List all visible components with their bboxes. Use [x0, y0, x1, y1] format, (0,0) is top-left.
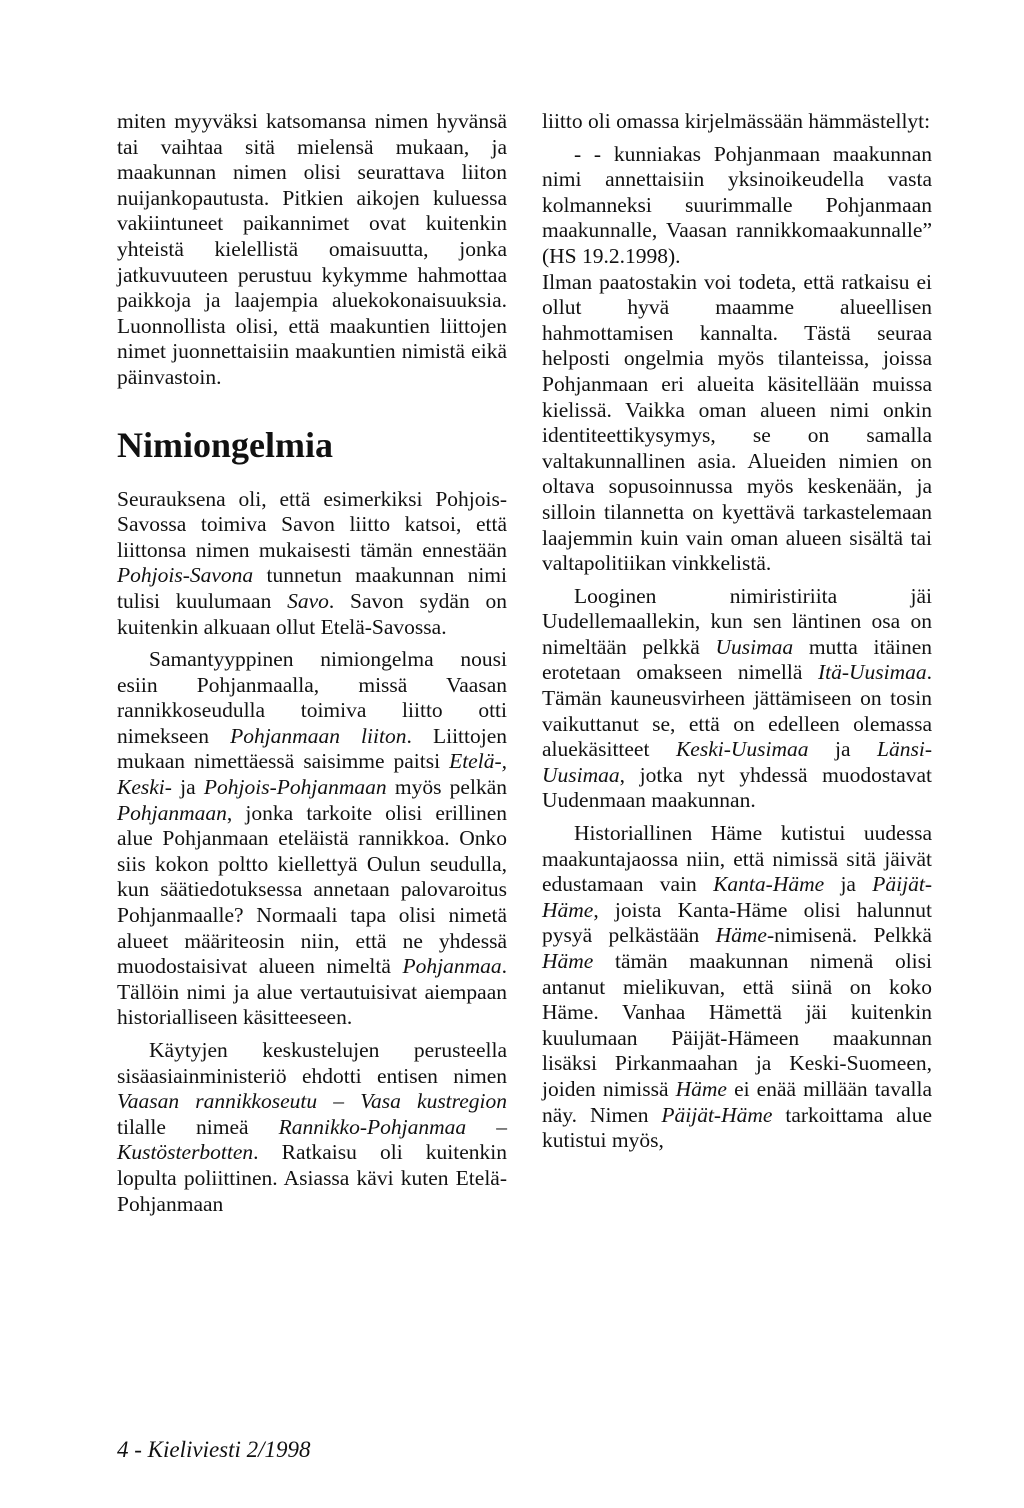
text-run: . Tällöin nimi ja alue vertautuisivat aiempaan historialliseen käsitteeseen. — [117, 954, 507, 1030]
paragraph: liitto oli omassa kirjelmässään hämmästellyt: — [542, 109, 931, 133]
italic-term: Häme — [715, 923, 767, 948]
italic-term: Kanta-Häme — [713, 872, 825, 897]
text-run: , jotka nyt yhdessä muodostavat Uudenmaan maakunnan. — [542, 762, 932, 813]
italic-term: Itä-Uusimaa — [817, 660, 927, 685]
paragraph — [542, 584, 932, 814]
text-run: . Savon sydän on kuitenkin alkuaan ollut Etelä-Savossa. — [117, 588, 507, 639]
section-heading: Nimiongelmia — [117, 424, 333, 465]
left-column — [117, 109, 507, 1217]
text-run: . Ratkaisu oli kuitenkin lopulta poliittinen. Asiassa kävi kuten Etelä-Pohjanmaan — [117, 1140, 507, 1216]
text-run: . Tämän kauneusvirheen jättämiseen on tosin vaikuttanut se, että on edelleen olemassa aluekäsitteet — [542, 660, 932, 762]
paragraph — [117, 1038, 507, 1217]
italic-term: Pohjanmaa — [402, 954, 502, 979]
paragraph: miten myyväksi katsomansa nimen hyvänsä tai vaihtaa sitä mielensä mukaan, ja maakunnan nimen olisi seurattava liiton nuijankopautusta. Pitkien aikojen kuluessa vakiintuneet paikannimet ovat kuitenkin yhteistä kielellistä omaisuutta, jonka jatkuvuuteen perustuu kykymme hahmottaa paikkoja ja laajempia aluekokonaisuuksia. Luonnollista olisi, että maakuntien liittojen nimet juonnettaisiin maakuntien nimistä eikä päinvastoin. — [117, 109, 507, 389]
italic-term: Pohjois-Pohjanmaan — [203, 775, 387, 800]
text-run: myös pelkän — [386, 775, 507, 800]
italic-term: Häme — [675, 1076, 727, 1101]
italic-term: Rannikko-Pohjanmaa – Kustösterbotten — [117, 1114, 507, 1165]
italic-term: Etelä-, Keski- — [117, 749, 507, 800]
text-run: ja — [171, 775, 204, 800]
italic-term: Päijät-Häme — [542, 872, 932, 922]
italic-term: Pohjois-Savona — [117, 563, 254, 588]
italic-term: Länsi-Uusimaa — [542, 737, 932, 787]
text-run: tilalle nimeä — [117, 1114, 279, 1139]
right-column — [542, 109, 932, 1154]
paragraph: Ilman paatostakin voi todeta, että ratkaisu ei ollut hyvä maamme alueellisen hahmottamisen kannalta. Tästä seuraa helposti ongelmia myös tilanteissa, joissa Pohjanmaan eri alueita käsitellään muissa kielissä. Vaikka oman alueen nimi onkin identiteettikysymys, se on samalla valtakunnallinen asia. Alueiden nimien on oltava sopusoinnussa myös keskenään, ja silloin tilannetta on kyettävä tarkastelemaan laajemmin kuin vain oman alueen sisältä tai valtapolitiikan vinkkelistä. — [542, 269, 932, 576]
text-run: ja — [808, 737, 878, 762]
text-run: Historiallinen Häme kutistui uudessa maakuntajaossa niin, että nimissä sitä jäivät edustamaan vain — [542, 821, 932, 897]
italic-term: Pohjanmaan — [117, 800, 227, 825]
paragraph — [117, 487, 507, 641]
text-run: mutta itäinen erotetaan omakseen nimellä — [542, 634, 932, 685]
italic-term: Keski-Uusimaa — [675, 737, 809, 762]
quotation: - - kunniakas Pohjanmaan maakunnan nimi annettaisiin yksinoikeudella vasta kolmanneksi suurimmalle Pohjanmaan maakunnalle, Vaasan rannikkomaakunnalle” (HS 19.2.1998). — [542, 141, 932, 268]
italic-term: Savo — [287, 588, 329, 613]
text-run: Käytyjen keskustelujen perusteella sisäasiainministeriö ehdotti entisen nimen — [117, 1038, 507, 1088]
text-run: ei enää millään tavalla näy. Nimen — [542, 1076, 933, 1127]
italic-term: Päijät-Häme — [661, 1102, 773, 1127]
text-run: Seurauksena oli, että esimerkiksi Pohjois-Savossa toimiva Savon liitto katsoi, että liittonsa nimen mukaisesti tämän ennestään — [117, 486, 507, 562]
text-run: . Liittojen mukaan nimettäessä saisimme paitsi — [117, 723, 508, 774]
page-footer: 4 - Kieliviesti 2/1998 — [117, 1437, 311, 1462]
text-run: Looginen nimiristiriita jäi Uudellemaallekin, kun sen läntinen osa on nimeltään pelkkä — [542, 583, 932, 659]
paragraph — [117, 647, 507, 1031]
text-run: -nimisenä. Pelkkä — [766, 923, 932, 948]
text-run: ja — [824, 872, 873, 897]
italic-term: Häme — [542, 949, 594, 973]
text-run: tämän maakunnan nimenä olisi antanut mielikuvan, että siinä on koko Häme. Vanhaa Hämettä jäi kuitenkin kuulumaan Päijät-Hämeen maakunnan lisäksi Pirkanmaahan ja Keski-Suomeen, joiden nimissä — [542, 949, 932, 1101]
text-run: tarkoittama alue kutistui myös, — [542, 1102, 932, 1153]
italic-term: Vaasan rannikkoseutu – Vasa kustregion — [117, 1089, 507, 1114]
text-run: , jonka tarkoite olisi erillinen alue Pohjanmaan eteläistä rannikkoa. Onko siis kokon poltto kiellettyä Oulun seudulla, kun säätiedotuksessa annetaan palovaroitus Pohjanmaalle? Normaali tapa olisi nimetä alueet määriteosin niin, että ne yhdessä muodostaisivat alueen nimeltä — [117, 800, 507, 979]
text-run: Samantyyppinen nimiongelma nousi esiin Pohjanmaalla, missä Vaasan rannikkoseudulla toimiva liitto otti nimekseen — [117, 647, 507, 748]
text-run: , joista Kanta-Häme olisi halunnut pysyä pelkästään — [542, 897, 932, 948]
paragraph — [542, 821, 932, 1154]
italic-term: Pohjanmaan liiton — [230, 723, 407, 748]
italic-term: Uusimaa — [715, 634, 794, 659]
text-run: tunnetun maakunnan nimi tulisi kuulumaan — [117, 563, 507, 613]
